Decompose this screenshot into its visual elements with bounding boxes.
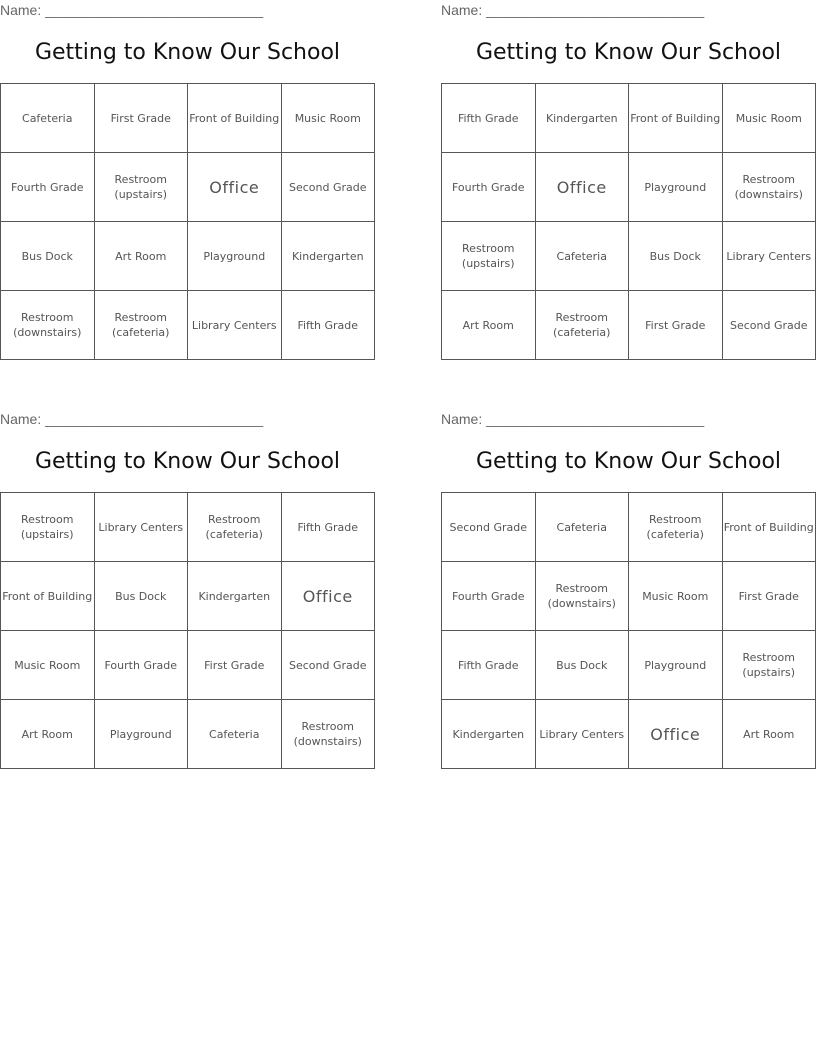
bingo-cell: Restroom (upstairs) [722,631,816,700]
bingo-cell: Restroom (upstairs) [1,493,95,562]
bingo-cell: Library Centers [188,291,282,360]
bingo-cell: Fifth Grade [442,631,536,700]
bingo-cell: Front of Building [188,84,282,153]
free-space-cell: Office [188,153,282,222]
bingo-cell: First Grade [188,631,282,700]
bingo-cell: Restroom (upstairs) [94,153,188,222]
bingo-cell: Playground [94,700,188,769]
bingo-cell: Library Centers [94,493,188,562]
free-space-cell: Office [535,153,629,222]
bingo-cell: Art Room [94,222,188,291]
name-field-line: Name: ____________________________ [441,2,705,18]
name-field-line: Name: ____________________________ [441,411,705,427]
bingo-cell: Second Grade [281,153,375,222]
free-space-cell: Office [281,562,375,631]
bingo-cell: Art Room [442,291,536,360]
bingo-cell: Restroom (cafeteria) [188,493,282,562]
bingo-grid [441,83,816,360]
bingo-cell: First Grade [629,291,723,360]
bingo-cell: First Grade [94,84,188,153]
bingo-cell: Kindergarten [535,84,629,153]
bingo-cell: Fourth Grade [1,153,95,222]
bingo-cell: Front of Building [629,84,723,153]
grid-row [442,222,816,291]
grid-row [442,84,816,153]
bingo-cell: Restroom (cafeteria) [629,493,723,562]
bingo-cell: Fifth Grade [281,291,375,360]
bingo-cell: Art Room [722,700,816,769]
bingo-cell: Cafeteria [188,700,282,769]
card-title: Getting to Know Our School [475,40,782,65]
grid-row [1,222,375,291]
bingo-cell: Restroom (downstairs) [281,700,375,769]
bingo-cell: Restroom (upstairs) [442,222,536,291]
bingo-cell: Front of Building [722,493,816,562]
bingo-cell: Front of Building [1,562,95,631]
bingo-cell: Second Grade [722,291,816,360]
bingo-cell: Art Room [1,700,95,769]
card-title: Getting to Know Our School [475,449,782,474]
bingo-cell: Playground [188,222,282,291]
grid-row [442,291,816,360]
grid-row [1,562,375,631]
grid-row [1,84,375,153]
grid-row [1,493,375,562]
bingo-cell: Library Centers [722,222,816,291]
bingo-cell: Kindergarten [188,562,282,631]
grid-row [442,153,816,222]
bingo-cell: Restroom (cafeteria) [94,291,188,360]
bingo-grid [441,492,816,769]
grid-row [442,562,816,631]
bingo-cell: Fifth Grade [281,493,375,562]
bingo-cell: Kindergarten [442,700,536,769]
bingo-cell: Restroom (downstairs) [535,562,629,631]
grid-row [1,291,375,360]
bingo-cell: Bus Dock [535,631,629,700]
bingo-grid [0,492,375,769]
bingo-cell: Fourth Grade [94,631,188,700]
bingo-grid [0,83,375,360]
name-field-line: Name: ____________________________ [0,2,264,18]
grid-row [1,631,375,700]
name-field-line: Name: ____________________________ [0,411,264,427]
bingo-cell: Fourth Grade [442,562,536,631]
bingo-cell: Restroom (cafeteria) [535,291,629,360]
bingo-cell: Fourth Grade [442,153,536,222]
bingo-cell: Fifth Grade [442,84,536,153]
bingo-cell: Second Grade [281,631,375,700]
free-space-cell: Office [629,700,723,769]
bingo-cell: Kindergarten [281,222,375,291]
bingo-cell: Bus Dock [94,562,188,631]
bingo-cell: Bus Dock [1,222,95,291]
card-title: Getting to Know Our School [34,40,341,65]
bingo-cell: Music Room [629,562,723,631]
bingo-cell: Cafeteria [535,493,629,562]
bingo-cell: Restroom (downstairs) [722,153,816,222]
bingo-cell: Playground [629,153,723,222]
grid-row [1,153,375,222]
bingo-cell: Cafeteria [535,222,629,291]
bingo-card-4 [441,409,816,774]
bingo-cell: Cafeteria [1,84,95,153]
grid-row [442,493,816,562]
grid-row [442,700,816,769]
bingo-cell: Library Centers [535,700,629,769]
bingo-cell: Music Room [281,84,375,153]
bingo-cell: Music Room [1,631,95,700]
bingo-cell: First Grade [722,562,816,631]
bingo-card-2 [441,0,816,365]
grid-row [442,631,816,700]
grid-row [1,700,375,769]
bingo-cell: Music Room [722,84,816,153]
bingo-card-3 [0,409,375,774]
card-title: Getting to Know Our School [34,449,341,474]
bingo-cell: Restroom (downstairs) [1,291,95,360]
bingo-cell: Playground [629,631,723,700]
bingo-cell: Second Grade [442,493,536,562]
bingo-cell: Bus Dock [629,222,723,291]
bingo-card-1 [0,0,375,365]
